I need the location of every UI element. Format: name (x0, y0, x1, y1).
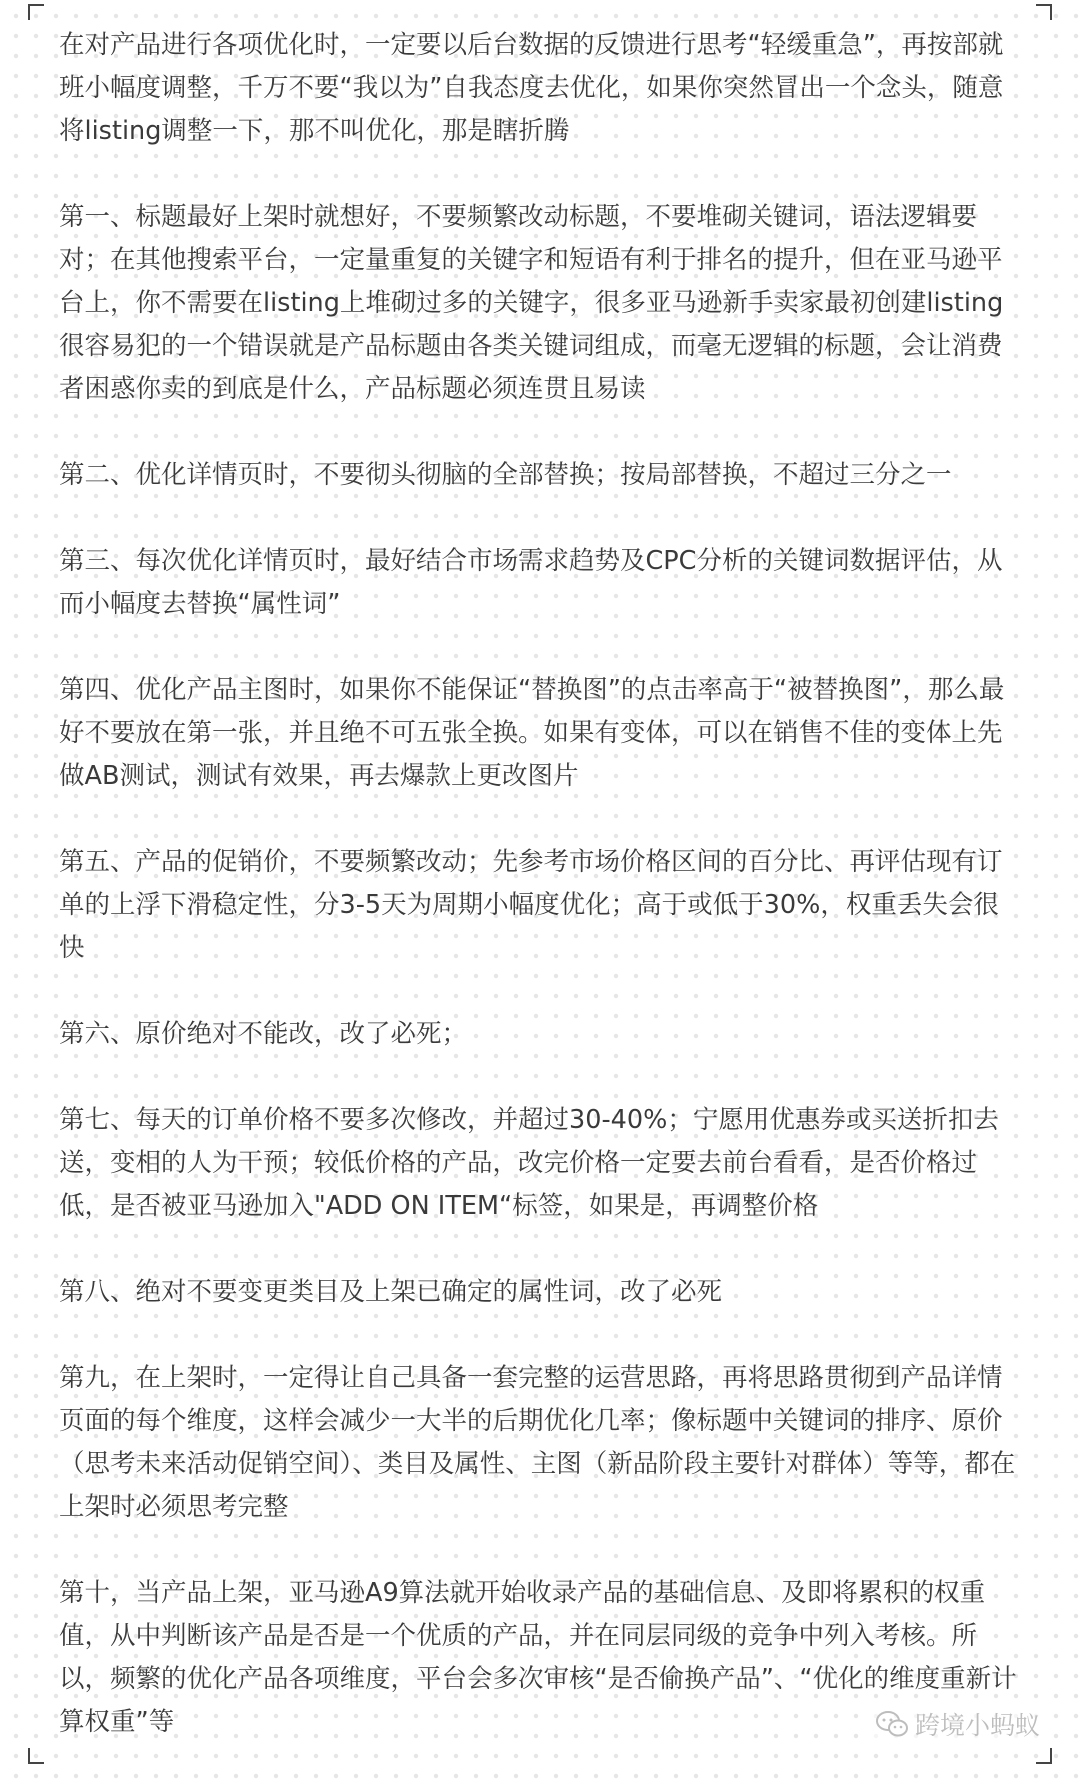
paragraph-10: 第十，当产品上架，亚马逊A9算法就开始收录产品的基础信息、及即将累积的权重值，从中判断该产品是否是一个优质的产品，并在同层同级的竞争中列入考核。所以，频繁的优化产品各项维度，平台会多次审核“是否偷换产品”、“优化的维度重新计算权重”等 (59, 1578, 1017, 1737)
corner-mark-top-left (28, 4, 44, 20)
paragraph-3: 第三、每次优化详情页时，最好结合市场需求趋势及CPC分析的关键词数据评估，从而小幅度去替换“属性词” (59, 546, 1003, 619)
paragraph-5: 第五、产品的促销价，不要频繁改动；先参考市场价格区间的百分比、再评估现有订单的上浮下滑稳定性，分3-5天为周期小幅度优化；高于或低于30%，权重丢失会很快 (59, 847, 1003, 963)
paragraph-8: 第八、绝对不要变更类目及上架已确定的属性词，改了必死 (59, 1277, 723, 1307)
paragraph-7: 第七、每天的订单价格不要多次修改，并超过30-40%；宁愿用优惠券或买送折扣去送，变相的人为干预；较低价格的产品，改完价格一定要去前台看看，是否价格过低，是否被亚马逊加入"ADD ON ITEM“标签，如果是，再调整价格 (59, 1105, 999, 1221)
paragraph-intro: 在对产品进行各项优化时，一定要以后台数据的反馈进行思考“轻缓重急”，再按部就班小幅度调整，千万不要“我以为”自我态度去优化，如果你突然冒出一个念头，随意将listing调整一下，那不叫优化，那是瞎折腾 (59, 30, 1004, 146)
paragraph-2: 第二、优化详情页时，不要彻头彻脑的全部替换；按局部替换，不超过三分之一 (59, 460, 952, 490)
corner-mark-bottom-right (1036, 1748, 1052, 1764)
corner-mark-top-right (1036, 4, 1052, 20)
paragraph-9: 第九，在上架时，一定得让自己具备一套完整的运营思路，再将思路贯彻到产品详情页面的每个维度，这样会减少一大半的后期优化几率；像标题中关键词的排序、原价（思考未来活动促销空间）、类目及属性、主图（新品阶段主要针对群体）等等，都在上架时必须思考完整 (59, 1363, 1016, 1522)
paragraph-1: 第一、标题最好上架时就想好，不要频繁改动标题，不要堆砌关键词，语法逻辑要对；在其他搜索平台，一定量重复的关键字和短语有利于排名的提升，但在亚马逊平台上，你不需要在listing上堆砌过多的关键字，很多亚马逊新手卖家最初创建listing很容易犯的一个错误就是产品标题由各类关键词组成，而毫无逻辑的标题，会让消费者困惑你卖的到底是什么，产品标题必须连贯且易读 (59, 202, 1004, 404)
watermark-text: 跨境小蚂蚁 (914, 1711, 1040, 1740)
watermark (869, 1704, 1046, 1744)
paragraph-4: 第四、优化产品主图时，如果你不能保证“替换图”的点击率高于“被替换图”，那么最好不要放在第一张，并且绝不可五张全换。如果有变体，可以在销售不佳的变体上先做AB测试，测试有效果，再去爆款上更改图片 (59, 675, 1005, 791)
corner-mark-bottom-left (28, 1748, 44, 1764)
wechat-icon (875, 1710, 909, 1738)
paragraph-6: 第六、原价绝对不能改，改了必死； (59, 1019, 468, 1049)
article-body (59, 24, 1024, 1787)
